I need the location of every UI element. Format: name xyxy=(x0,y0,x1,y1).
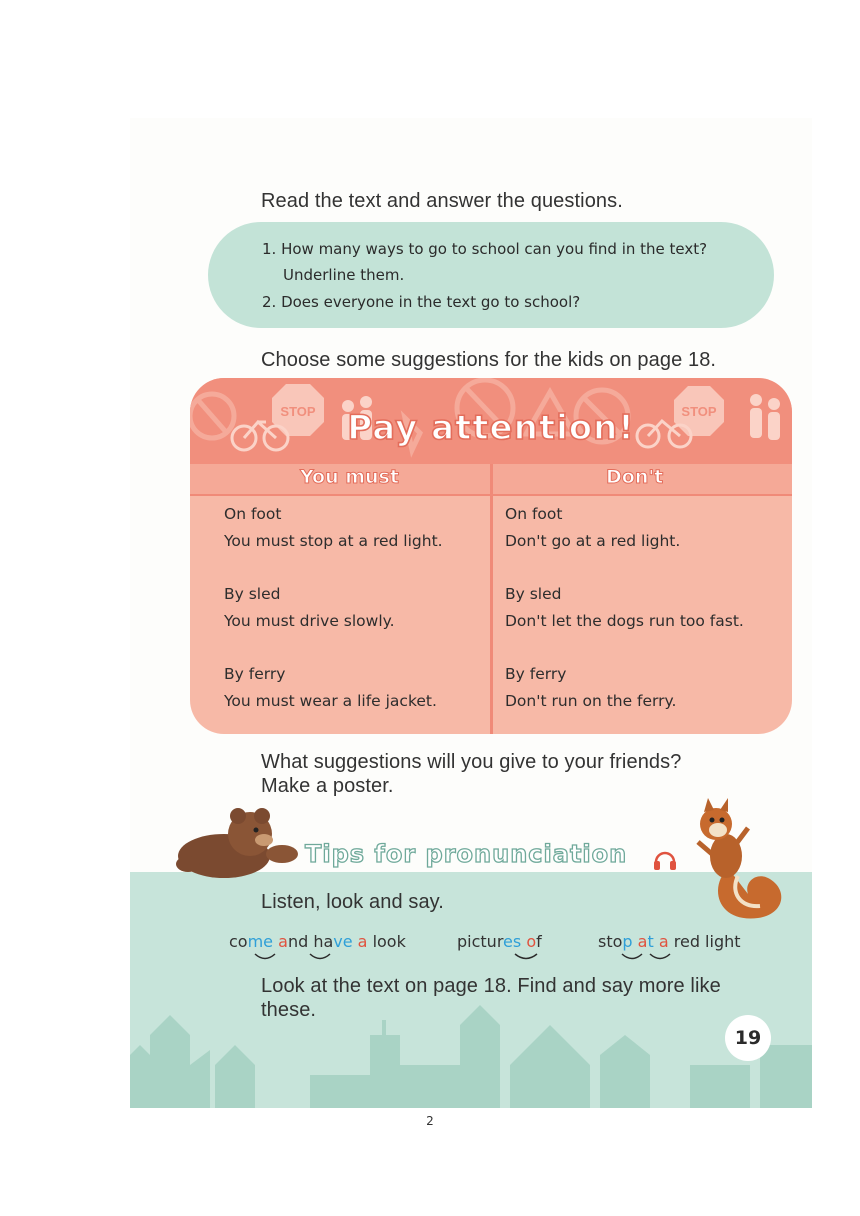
instruction-look-line-1: Look at the text on page 18. Find and say more like xyxy=(261,975,721,997)
question-1-line-2: Underline them. xyxy=(283,266,405,284)
bear-illustration xyxy=(172,804,302,884)
must-rule-2: You must drive slowly. xyxy=(224,612,395,630)
must-mode-1: On foot xyxy=(224,505,282,523)
column-header-dont: Don't xyxy=(606,466,664,488)
linking-arcs xyxy=(240,952,780,966)
pay-attention-card xyxy=(190,378,792,734)
instruction-listen: Listen, look and say. xyxy=(261,891,444,913)
dont-rule-3: Don't run on the ferry. xyxy=(505,692,677,710)
instruction-suggest-line-2: Make a poster. xyxy=(261,775,394,797)
stop-sign-text: STOP xyxy=(280,404,316,419)
phrase-come-and-have-a-look: come and have a look xyxy=(229,932,406,951)
headphones-icon xyxy=(652,846,678,872)
question-2: 2. Does everyone in the text go to school? xyxy=(262,293,581,311)
must-mode-2: By sled xyxy=(224,585,281,603)
dont-rule-1: Don't go at a red light. xyxy=(505,532,681,550)
must-rule-3: You must wear a life jacket. xyxy=(224,692,437,710)
instruction-suggest-line-1: What suggestions will you give to your friends? xyxy=(261,751,682,773)
column-divider xyxy=(490,464,493,734)
question-1-line-1: 1. How many ways to go to school can you find in the text? xyxy=(262,240,708,258)
must-mode-3: By ferry xyxy=(224,665,286,683)
instruction-read: Read the text and answer the questions. xyxy=(261,190,623,212)
instruction-choose: Choose some suggestions for the kids on page 18. xyxy=(261,349,717,371)
stop-sign-text-2: STOP xyxy=(681,404,717,419)
card-header xyxy=(190,378,792,464)
footer-page-number: 2 xyxy=(426,1114,434,1128)
column-header-must: You must xyxy=(300,466,399,488)
instruction-look-line-2: these. xyxy=(261,999,317,1021)
dont-mode-2: By sled xyxy=(505,585,562,603)
dont-mode-3: By ferry xyxy=(505,665,567,683)
dont-rule-2: Don't let the dogs run too fast. xyxy=(505,612,744,630)
card-title: Pay attention! xyxy=(347,408,635,448)
dont-mode-1: On foot xyxy=(505,505,563,523)
tips-title: Tips for pronunciation xyxy=(305,840,628,868)
page-number-badge: 19 xyxy=(725,1015,771,1061)
phrase-stop-at-a-red-light: stop at a red light xyxy=(598,932,741,951)
castle-silhouette-icon xyxy=(130,1005,812,1108)
phrase-pictures-of: pictures of xyxy=(457,932,542,951)
squirrel-illustration xyxy=(678,798,790,928)
must-rule-1: You must stop at a red light. xyxy=(224,532,443,550)
